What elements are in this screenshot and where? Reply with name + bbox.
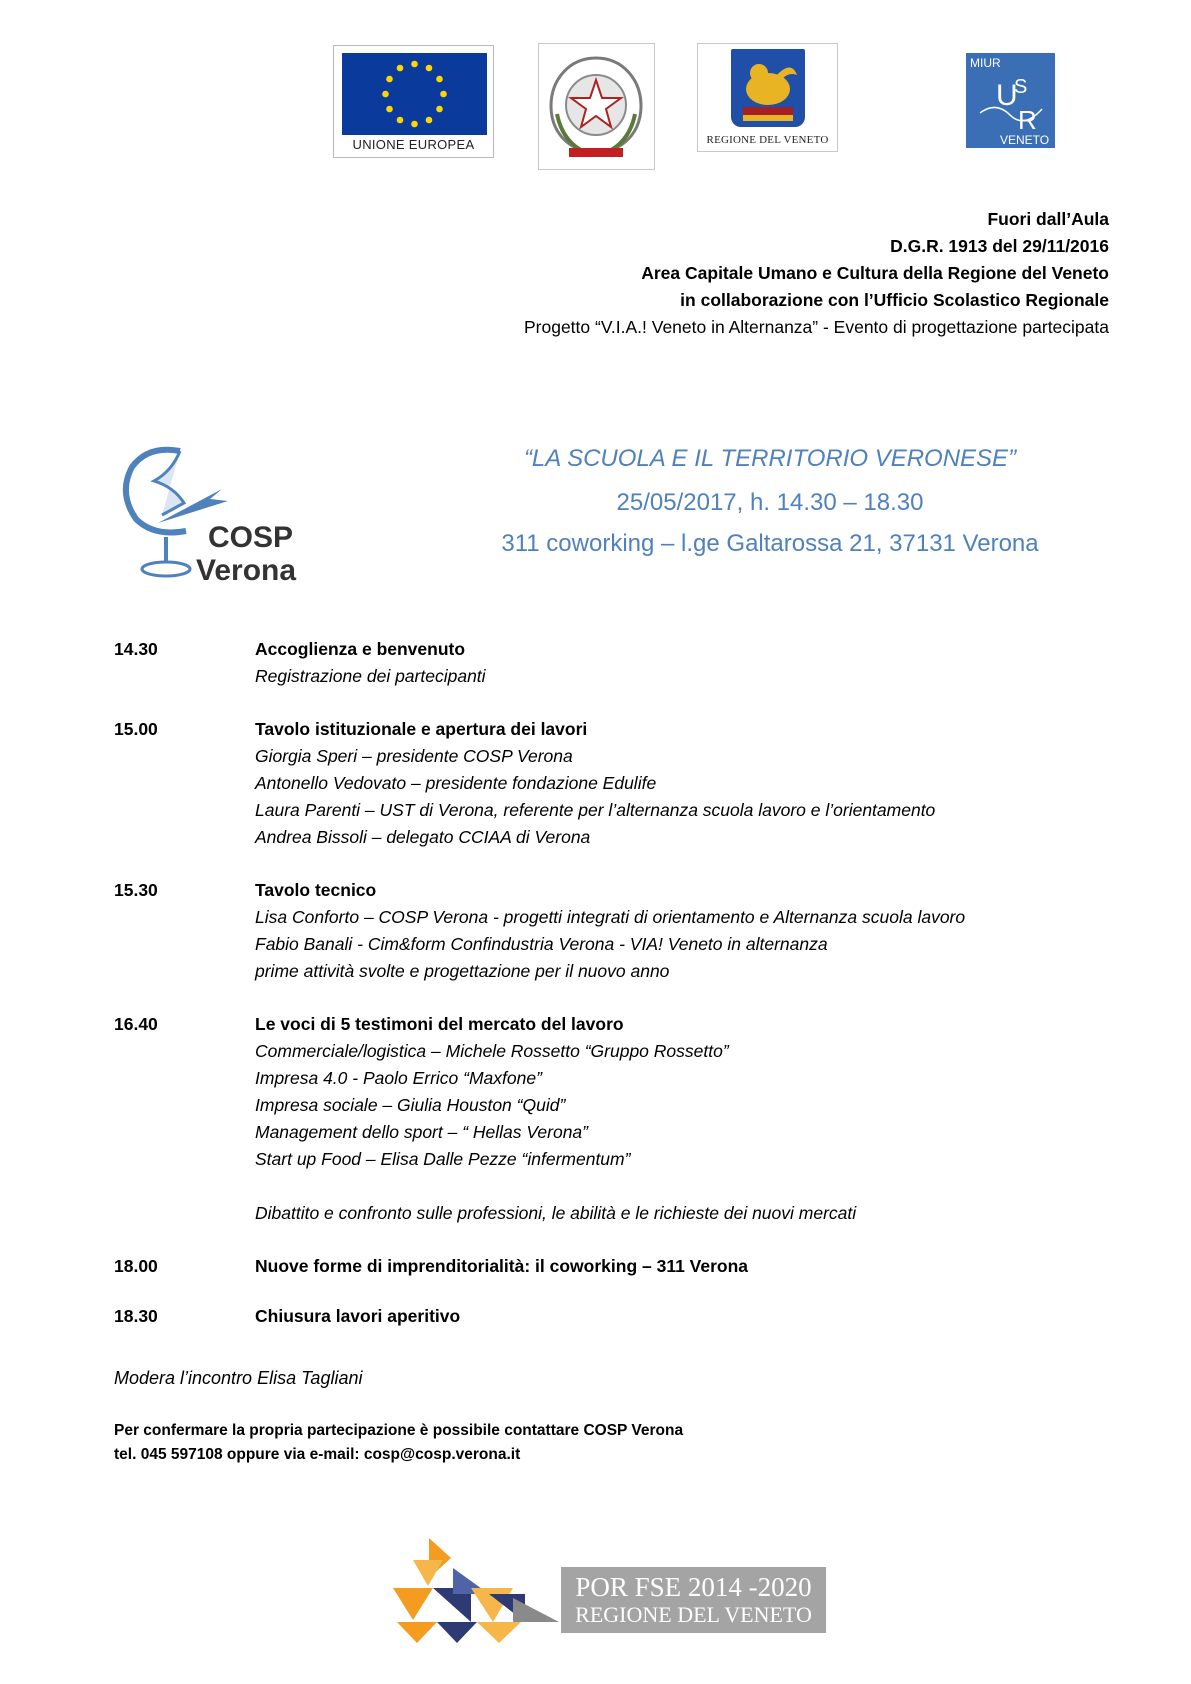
regione-veneto-logo xyxy=(697,43,838,152)
event-location: 311 coworking – l.ge Galtarossa 21, 37131 Verona xyxy=(501,530,1039,557)
por-fse-title: POR FSE 2014 -2020 xyxy=(575,1572,812,1602)
agenda-item-line: Commerciale/logistica – Michele Rossetto “Gruppo Rossetto” xyxy=(255,1041,729,1061)
header-program: Fuori dall’Aula xyxy=(987,209,1109,229)
agenda-item-line: Start up Food – Elisa Dalle Pezze “infermentum” xyxy=(255,1149,631,1169)
agenda-time: 15.00 xyxy=(114,719,158,739)
svg-text:COSP: COSP xyxy=(208,521,294,554)
header-collaboration: in collaborazione con l’Ufficio Scolastico Regionale xyxy=(680,290,1109,310)
italian-republic-emblem xyxy=(538,43,655,170)
agenda-time: 14.30 xyxy=(114,639,158,659)
por-fse-banner xyxy=(561,1567,826,1633)
agenda-item-title: Chiusura lavori aperitivo xyxy=(255,1306,461,1326)
eu-flag-icon xyxy=(342,53,487,135)
svg-text:MIUR: MIUR xyxy=(970,56,1001,70)
agenda-item-line: prime attività svolte e progettazione per il nuovo anno xyxy=(255,961,670,981)
por-fse-region: REGIONE DEL VENETO xyxy=(575,1602,812,1627)
agenda-time: 18.00 xyxy=(114,1256,158,1276)
svg-text:U: U xyxy=(996,79,1018,112)
svg-text:R: R xyxy=(1018,105,1037,135)
agenda-item-line: Impresa 4.0 - Paolo Errico “Maxfone” xyxy=(255,1068,542,1088)
header-area: Area Capitale Umano e Cultura della Regione del Veneto xyxy=(641,263,1109,283)
header-dgr: D.G.R. 1913 del 29/11/2016 xyxy=(890,236,1109,256)
agenda-item-line: Management dello sport – “ Hellas Verona” xyxy=(255,1122,588,1142)
miur-usr-veneto-logo xyxy=(966,53,1055,148)
agenda-item-title: Le voci di 5 testimoni del mercato del lavoro xyxy=(255,1014,624,1034)
agenda-item-line: Dibattito e confronto sulle professioni, le abilità e le richieste dei nuovi mercati xyxy=(255,1203,857,1223)
contact-details: tel. 045 597108 oppure via e-mail: cosp@cosp.verona.it xyxy=(114,1446,521,1463)
italian-republic-emblem-icon xyxy=(539,44,654,169)
agenda-item-title: Tavolo tecnico xyxy=(255,880,377,900)
lion-of-saint-mark-icon xyxy=(731,49,805,127)
eu-logo xyxy=(333,45,494,158)
svg-text:VENETO: VENETO xyxy=(1000,133,1050,147)
por-fse-lion-mosaic-icon xyxy=(393,1538,559,1643)
agenda-item-title: Accoglienza e benvenuto xyxy=(255,639,466,659)
agenda-item-line: Fabio Banali - Cim&form Confindustria Verona - VIA! Veneto in alternanza xyxy=(255,934,828,954)
cosp-verona-logo xyxy=(114,441,328,583)
agenda-time: 18.30 xyxy=(114,1306,158,1326)
agenda-item-line: Lisa Conforto – COSP Verona - progetti integrati di orientamento e Alternanza scuola lavoro xyxy=(255,907,966,927)
header-project: Progetto “V.I.A.! Veneto in Alternanza” - Evento di progettazione partecipata xyxy=(523,317,1109,337)
event-date-time: 25/05/2017, h. 14.30 – 18.30 xyxy=(616,489,924,516)
agenda-item-title: Nuove forme di imprenditorialità: il coworking – 311 Verona xyxy=(255,1256,749,1276)
svg-text:Verona: Verona xyxy=(196,554,297,583)
contact-line: Per confermare la propria partecipazione è possibile contattare COSP Verona xyxy=(114,1422,684,1439)
agenda-time: 16.40 xyxy=(114,1014,158,1034)
moderator-note: Modera l’incontro Elisa Tagliani xyxy=(114,1368,363,1388)
regione-veneto-caption: REGIONE DEL VENETO xyxy=(706,134,829,146)
agenda-item-line: Impresa sociale – Giulia Houston “Quid” xyxy=(255,1095,566,1115)
eu-caption: UNIONE EUROPEA xyxy=(352,137,475,152)
agenda-item-line: Andrea Bissoli – delegato CCIAA di Verona xyxy=(255,827,591,847)
agenda-item-line: Registrazione dei partecipanti xyxy=(255,666,486,686)
agenda-time: 15.30 xyxy=(114,880,158,900)
agenda-item-title: Tavolo istituzionale e apertura dei lavori xyxy=(255,719,588,739)
svg-text:S: S xyxy=(1014,76,1028,98)
agenda-item-line: Giorgia Speri – presidente COSP Verona xyxy=(255,746,573,766)
agenda-item-line: Antonello Vedovato – presidente fondazione Edulife xyxy=(255,773,657,793)
event-title: “LA SCUOLA E IL TERRITORIO VERONESE” xyxy=(523,445,1017,472)
agenda-item-line: Laura Parenti – UST di Verona, referente per l’alternanza scuola lavoro e l’orientamento xyxy=(255,800,936,820)
